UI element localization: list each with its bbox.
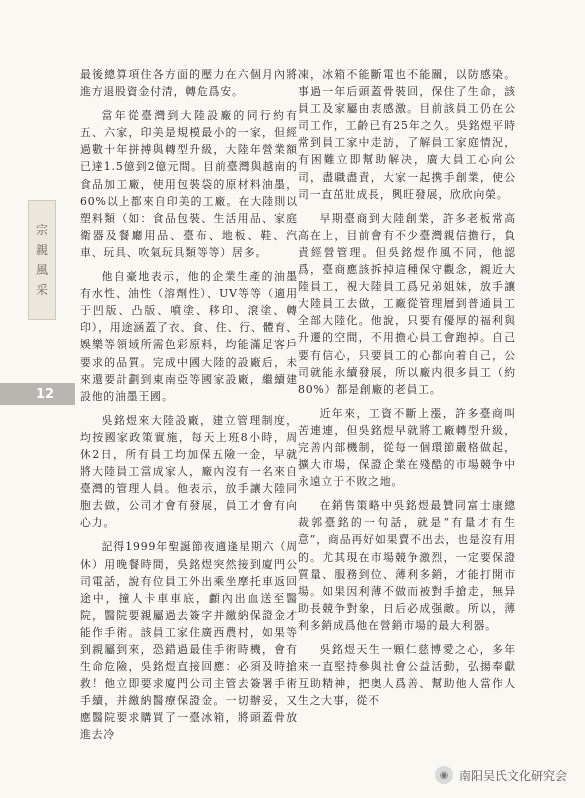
wechat-icon: ◉ bbox=[435, 766, 453, 784]
watermark-text: 南阳吴氏文化研究会 bbox=[458, 768, 567, 783]
paragraph: 記得1999年聖誕節夜適逢星期六（周休）用晚餐時間，吳銘煜突然接到廈門公司電話，說有位員工外出乘坐摩托車返回途中，撞人卡車車底，顱內出血送至醫院，醫院要親屬過去簽字并繳納保證金才能作手術。該員工家住廣西農村，如果等到親屬到來，恐錯過最佳手術時機，會有生命危險，吳銘煜直接回應：必須及時搶救！他立即要求廈門公司主管去簽署手術手續，并繳納醫療保證金。一切辦妥，又應醫院要求購買了一臺冰箱，將頭蓋骨放進去冷 bbox=[80, 540, 298, 742]
paragraph: 當年從臺灣到大陸設廠的同行約有五、六家，印美是規模最小的一家，但經過數十年拼搏與轉型升級，大陸年營業額已達1.5億到2億元間。目前臺灣與越南的食品加工廠，使用包裝袋的原材料油墨，60%以上都來自印美的工廠。在大陸則以塑料類（如：食品包裝、生活用品、家庭衛器及餐廳用品、臺布、地板、鞋、汽車、玩具、吹氣玩具類等等）居多。 bbox=[80, 109, 298, 259]
paragraph: 早期臺商到大陸創業，許多老板常高高在上，目前會有不少臺灣親信擔行，負責經營管理。但吳銘煜作風不同，他認爲，臺商應該拆掉這種保守觀念，親近大陸員工，視大陸員工爲兄弟姐妹，放手讓大陸員工去做，工廠從管理層到普通員工全部大陸化。他說，只要有優厚的福利與升遷的空間，不用擔心員工會跑掉。自己要有信心，只要員工的心都向着自己，公司就能永續發展，所以廠内很多員工（約80%）都是創廠的老員工。 bbox=[298, 211, 516, 396]
watermark bbox=[435, 766, 567, 784]
section-tab-char: 風 bbox=[35, 263, 48, 277]
page-number-box bbox=[0, 383, 75, 405]
paragraph: 吳銘煜天生一顆仁慈博愛之心，多年來一直堅持參與社會公益活動，弘揚奉獻互助精神，把奥人爲善、幫助他人當作人生之大事，從不 bbox=[298, 643, 516, 708]
section-tab bbox=[28, 200, 56, 320]
paragraph: 凍，冰箱不能斷電也不能關，以防感染。事過一年后頭蓋骨裝回，保住了生命，該員工及家屬由衷感激。目前該員工仍在公司工作，工齡已有25年之久。吳銘煜平時常到員工家中走訪，了解員工家庭情況，有困難立即幫助解决，廣大員工心向公司，盡職盡責，大家一起携手創業，使公司一直茁壯成長，興旺發展，欣欣向榮。 bbox=[298, 68, 516, 201]
paragraph: 吳銘煜來大陸設廠，建立管理制度，均按國家政策實施，每天上班8小時，周休2日，所有員工均加保五險一金，早就將大陸員工當成家人，廠內沒有一名來自臺灣的管理人員。他表示，放手讓大陸同胞去做，公司才會有發展，員工才會有向心力。 bbox=[80, 413, 298, 530]
section-tab-char: 宗 bbox=[35, 223, 48, 237]
right-column bbox=[298, 66, 516, 716]
paragraph: 近年來，工資不斷上漲，許多臺商叫苦連連，但吳銘煜早就將工廠轉型升級，完善内部機制，從每一個環節嚴格做起，擴大市場，保證企業在殘酷的市場競争中永遠立于不敗之地。 bbox=[298, 406, 516, 489]
paragraph: 他自豪地表示，他的企業生產的油墨有水性、油性（溶劑性）、UV等等（適用于凹版、凸版、噴塗、移印、滾塗、轉印），用途涵蓋了衣、食、住、行、體育、娛樂等領域所需色彩原料，均能滿足客戶要求的品質。完成中國大陸的設廠后，未來還要計劃到東南亞等國家設廠，繼續建設他的油墨王國。 bbox=[80, 270, 298, 403]
paragraph: 在銷售策略中吳銘煜最贊同富士康總裁郭臺銘的一句話，就是“有量才有生意”，商品再好如果賣不出去，也是沒有用的。尤其現在市場競争激烈，一定要保證質量、服務到位、薄利多銷，才能打開市場。如果因利薄不做而被對手搶走，無异助長競争對象，日后必成强敵。所以，薄利多銷成爲他在營銷市場的最大利器。 bbox=[298, 499, 516, 632]
paragraph: 最後總算項住各方面的壓力在六個月內將進方退股資金付清，轉危爲安。 bbox=[80, 68, 298, 99]
section-tab-char: 親 bbox=[35, 243, 48, 257]
page-number: 12 bbox=[36, 386, 55, 402]
left-column bbox=[80, 66, 298, 751]
section-tab-char: 采 bbox=[35, 283, 48, 297]
